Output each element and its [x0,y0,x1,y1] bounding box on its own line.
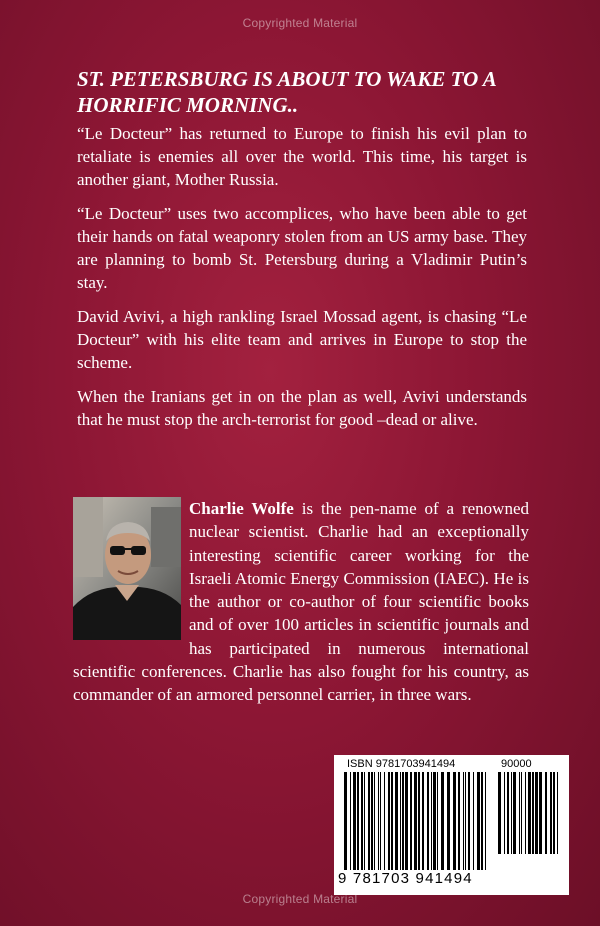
barcode-bar [545,772,547,854]
barcode-bar [447,772,450,870]
barcode-bar [481,772,483,870]
author-bio-block [73,497,529,707]
barcode-bar [368,772,370,870]
author-name: Charlie Wolfe [189,499,294,518]
barcode-bar [441,772,444,870]
barcode-bar [414,772,417,870]
barcode-bar [532,772,534,854]
barcode-bar [422,772,424,870]
barcode-bar [388,772,390,870]
barcode-bar [473,772,474,870]
barcode-bar [528,772,531,854]
barcode-bar [364,772,365,870]
barcode-bar [463,772,464,870]
isbn-digits: 9 781703 941494 [338,870,473,887]
barcode-bar [511,772,512,854]
barcode-bar [374,772,375,870]
barcode-bar [391,772,393,870]
barcode-bar [519,772,520,854]
price-barcode-bars [498,772,560,854]
barcode-bar [431,772,432,870]
barcode-bar [402,772,404,870]
barcode-bar [458,772,460,870]
barcode-bar [384,772,385,870]
barcode-bar [453,772,456,870]
synopsis [77,122,527,442]
barcode-bar [553,772,555,854]
barcode-bar [410,772,412,870]
barcode-bar [535,772,538,854]
barcode-bar [468,772,470,870]
isbn-barcode [334,755,569,895]
headline: ST. PETERSBURG IS ABOUT TO WAKE TO A HORRIFIC MORNING.. [77,67,496,117]
synopsis-paragraph: When the Iranians get in on the plan as well, Avivi understands that he must stop the arch-terrorist for good –dead or alive. [77,387,527,429]
barcode-bar [504,772,505,854]
barcode-bar [418,772,420,870]
barcode-bar [521,772,522,854]
barcode-bar [498,772,501,854]
barcode-bar [427,772,429,870]
barcode-bars [344,772,488,870]
barcode-bar [557,772,558,854]
barcode-bar [395,772,398,870]
price-code: 90000 [501,758,532,770]
barcode-bar [405,772,408,870]
barcode-bar [485,772,486,870]
barcode-bar [361,772,363,870]
barcode-bar [477,772,480,870]
barcode-bar [437,772,438,870]
barcode-bar [465,772,466,870]
barcode-bar [400,772,401,870]
barcode-bar [344,772,347,870]
barcode-bar [371,772,373,870]
synopsis-paragraph: David Avivi, a high rankling Israel Mossad agent, is chasing “Le Docteur” with his elite team and arrives in Europe to stop the scheme. [77,307,527,372]
barcode-bar [357,772,359,870]
barcode-bar [353,772,356,870]
barcode-bar [507,772,509,854]
copyright-watermark-top: Copyrighted Material [242,16,358,30]
barcode-bar [513,772,516,854]
synopsis-paragraph: “Le Docteur” uses two accomplices, who have been able to get their hands on fatal weaponry stolen from an US army base. They are planning to bomb St. Petersburg during a Vladimir Putin’s stay. [77,204,527,292]
barcode-bar [378,772,379,870]
copyright-watermark-bottom: Copyrighted Material [242,892,358,906]
barcode-bar [525,772,526,854]
isbn-label: ISBN 9781703941494 [347,758,456,770]
author-photo-illustration [73,497,181,640]
barcode-bar [350,772,351,870]
synopsis-paragraph: “Le Docteur” has returned to Europe to finish his evil plan to retaliate is enemies all over the world. This time, his target is another giant, Mother Russia. [77,124,527,189]
author-photo [73,497,181,640]
author-bio-text: is the pen-name of a renowned nuclear scientist. Charlie had an exceptionally interesting scientific career working for the Israeli Atomic Energy Commission (IAEC). He is the author or co-author of four scientific books and of over 100 articles in scientific journals and has participated in numerous international scientific conferences. Charlie has also fought for his country, as commander of an armored personnel carrier, in three wars. [73,499,529,705]
barcode-bar [550,772,552,854]
barcode-bar [433,772,436,870]
barcode-bar [380,772,381,870]
barcode-bar [539,772,542,854]
